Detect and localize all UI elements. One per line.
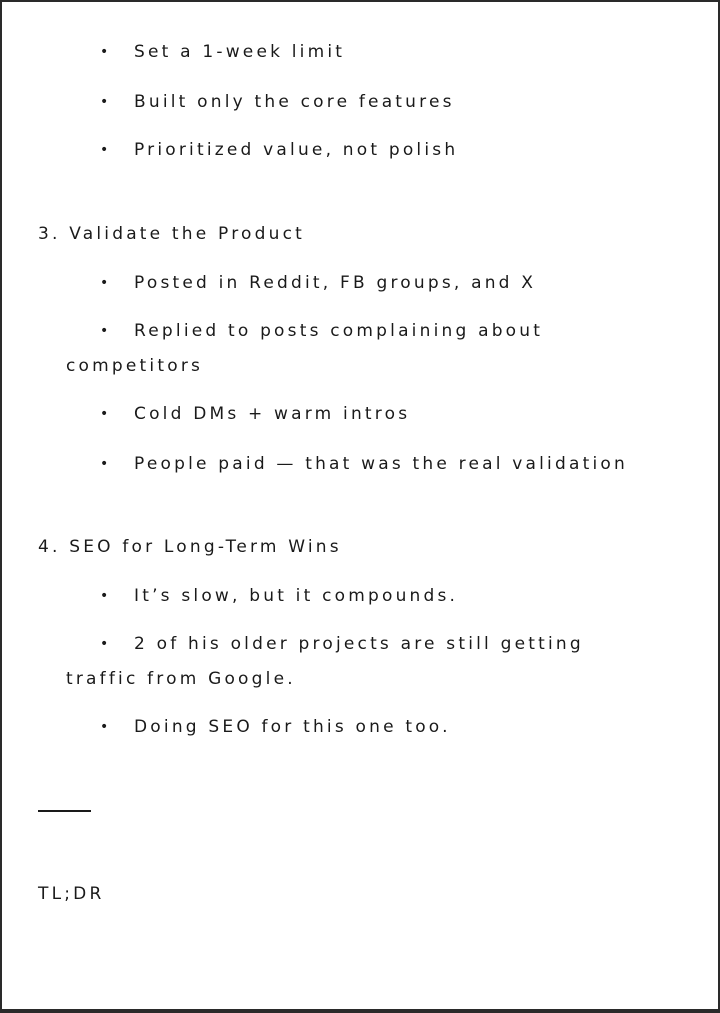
list-item: Set a 1-week limit [134, 42, 346, 62]
horizontal-divider [38, 810, 91, 812]
list-item: Cold DMs + warm intros [134, 404, 411, 424]
section-heading: 4. SEO for Long-Term Wins [38, 537, 342, 557]
bullet-marker: • [100, 275, 112, 291]
list-item-continuation: traffic from Google. [66, 669, 296, 689]
list-item: People paid — that was the real validation [134, 454, 628, 474]
bullet-marker: • [100, 323, 112, 339]
list-item: Doing SEO for this one too. [134, 717, 451, 737]
bullet-marker: • [100, 719, 112, 735]
bullet-marker: • [100, 44, 112, 60]
tldr-heading: TL;DR [38, 884, 105, 904]
bullet-marker: • [100, 406, 112, 422]
bullet-marker: • [100, 636, 112, 652]
bullet-marker: • [100, 456, 112, 472]
section-heading: 3. Validate the Product [38, 224, 305, 244]
bullet-marker: • [100, 588, 112, 604]
list-item: Prioritized value, not polish [134, 140, 459, 160]
list-item-continuation: competitors [66, 356, 204, 376]
list-item: It’s slow, but it compounds. [134, 586, 459, 606]
bullet-marker: • [100, 142, 112, 158]
list-item: Built only the core features [134, 92, 455, 112]
list-item: Replied to posts complaining about [134, 321, 544, 341]
document-page [2, 2, 718, 1009]
list-item: Posted in Reddit, FB groups, and X [134, 273, 537, 293]
bullet-marker: • [100, 94, 112, 110]
list-item: 2 of his older projects are still getting [134, 634, 584, 654]
